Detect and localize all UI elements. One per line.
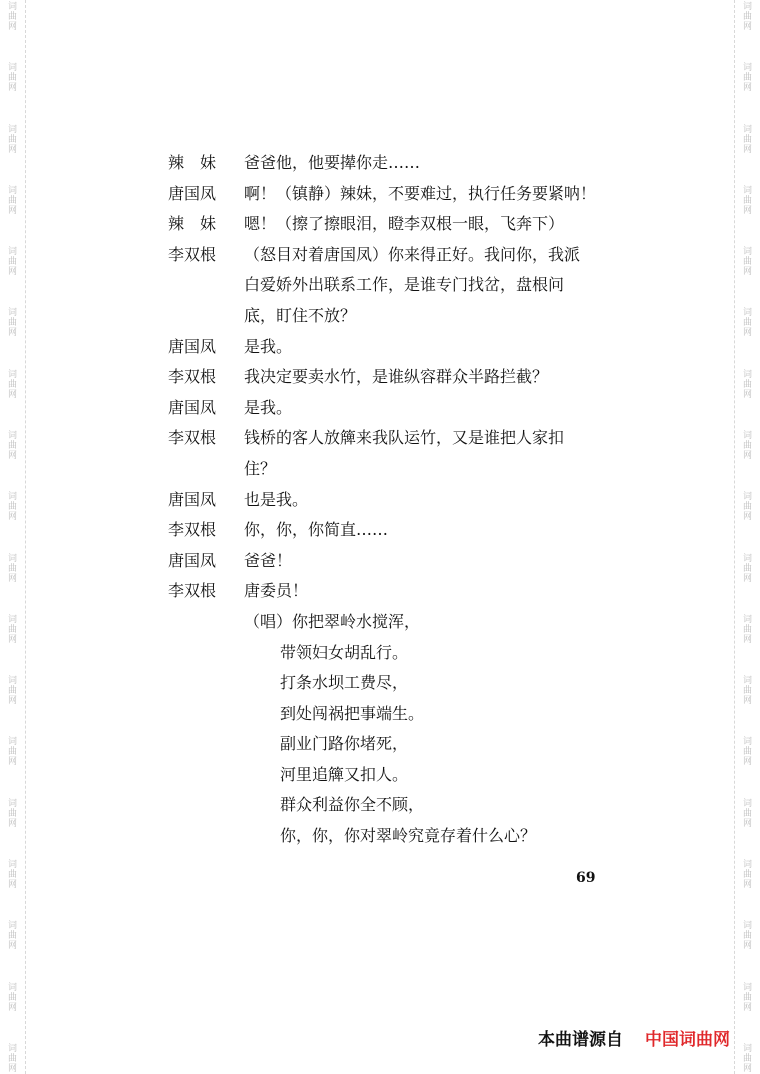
verse-line: 带领妇女胡乱行。 bbox=[280, 642, 409, 662]
watermark-char: 曲 bbox=[7, 624, 17, 635]
watermark-char: 词 bbox=[742, 798, 752, 809]
watermark-char: 曲 bbox=[742, 808, 752, 819]
sing-intro-text: （唱）你把翠岭水搅浑， bbox=[244, 611, 421, 631]
watermark-char: 网 bbox=[742, 941, 752, 952]
watermark-char: 词 bbox=[7, 430, 17, 441]
watermark-char: 网 bbox=[742, 634, 752, 645]
watermark-char: 曲 bbox=[742, 257, 752, 268]
watermark-char: 网 bbox=[742, 144, 752, 155]
watermark-char: 网 bbox=[7, 389, 17, 400]
footer-site-link[interactable]: 中国词曲网 bbox=[645, 1030, 730, 1050]
watermark-char: 曲 bbox=[742, 624, 752, 635]
verse-line: 副业门路你堵死， bbox=[280, 734, 409, 754]
watermark-char: 曲 bbox=[7, 134, 17, 145]
speech-text: 钱桥的客人放簰来我队运竹，又是谁把人家扣 bbox=[244, 428, 565, 448]
watermark-char: 词 bbox=[7, 676, 17, 687]
watermark-char: 词 bbox=[7, 859, 17, 870]
watermark-block bbox=[743, 370, 752, 400]
watermark-char: 词 bbox=[742, 614, 752, 625]
watermark-char: 词 bbox=[742, 308, 752, 319]
watermark-char: 词 bbox=[742, 676, 752, 687]
watermark-block bbox=[743, 983, 752, 1013]
dialogue-line bbox=[168, 148, 628, 179]
watermark-char: 网 bbox=[7, 941, 17, 952]
speaker-name: 李双根 bbox=[168, 428, 217, 448]
speech-text: 也是我。 bbox=[244, 489, 309, 509]
watermark-char: 词 bbox=[742, 369, 752, 380]
watermark-block bbox=[8, 125, 17, 155]
watermark-char: 网 bbox=[742, 450, 752, 461]
dialogue-line bbox=[168, 209, 628, 240]
speaker-name bbox=[168, 270, 244, 301]
verse-line: 河里追簰又扣人。 bbox=[280, 764, 409, 784]
watermark-block bbox=[8, 186, 17, 216]
watermark-char: 词 bbox=[742, 63, 752, 74]
watermark-block bbox=[8, 370, 17, 400]
watermark-char: 曲 bbox=[742, 869, 752, 880]
watermark-char: 词 bbox=[7, 982, 17, 993]
watermark-char: 网 bbox=[7, 267, 17, 278]
dialogue-line bbox=[168, 240, 628, 271]
watermark-char: 词 bbox=[742, 982, 752, 993]
watermark-block bbox=[743, 799, 752, 829]
watermark-block bbox=[743, 125, 752, 155]
watermark-char: 网 bbox=[7, 450, 17, 461]
watermark-char: 网 bbox=[7, 573, 17, 584]
watermark-char: 词 bbox=[7, 553, 17, 564]
watermark-char: 曲 bbox=[742, 12, 752, 22]
speech-text: （怒目对着唐国凤）你来得正好。我问你，我派 bbox=[244, 244, 581, 264]
speech-text: 是我。 bbox=[244, 336, 293, 356]
speaker-name: 李双根 bbox=[168, 520, 217, 540]
speech-text: 是我。 bbox=[244, 397, 293, 417]
verse-line: 群众利益你全不顾， bbox=[280, 795, 425, 815]
watermark-char: 网 bbox=[7, 879, 17, 890]
watermark-block bbox=[8, 2, 17, 32]
watermark-block bbox=[8, 799, 17, 829]
watermark-char: 网 bbox=[7, 205, 17, 216]
watermark-char: 曲 bbox=[742, 318, 752, 329]
speech-text: 唐委员！ bbox=[244, 581, 309, 601]
watermark-char: 曲 bbox=[7, 73, 17, 84]
watermark-char: 网 bbox=[742, 512, 752, 523]
footer-source-label: 本曲谱源自 bbox=[538, 1030, 623, 1050]
watermark-char: 词 bbox=[742, 430, 752, 441]
watermark-block bbox=[8, 63, 17, 93]
watermark-block bbox=[743, 737, 752, 767]
speaker-name: 唐国凤 bbox=[168, 183, 217, 203]
watermark-char: 曲 bbox=[742, 931, 752, 942]
verse-line: 打条水坝工费尽， bbox=[280, 673, 409, 693]
watermark-block bbox=[743, 676, 752, 706]
watermark-char: 词 bbox=[7, 369, 17, 380]
watermark-block bbox=[8, 554, 17, 584]
watermark-block bbox=[743, 63, 752, 93]
dialogue-line bbox=[168, 546, 628, 577]
watermark-block bbox=[743, 860, 752, 890]
watermark-char: 词 bbox=[7, 614, 17, 625]
watermark-char: 词 bbox=[742, 2, 752, 12]
speaker-name: 唐国凤 bbox=[168, 336, 217, 356]
watermark-block bbox=[8, 1044, 17, 1074]
watermark-char: 网 bbox=[7, 328, 17, 339]
watermark-char: 词 bbox=[7, 737, 17, 748]
watermark-char: 曲 bbox=[7, 686, 17, 697]
watermark-char: 网 bbox=[742, 573, 752, 584]
dialogue-line bbox=[168, 362, 628, 393]
dialogue-line bbox=[168, 485, 628, 516]
speaker-name: 辣 妹 bbox=[168, 214, 217, 234]
speech-text: 白爱娇外出联系工作，是谁专门找岔，盘根问 bbox=[244, 275, 565, 295]
watermark-char: 曲 bbox=[7, 195, 17, 206]
watermark-block bbox=[8, 860, 17, 890]
watermark-char: 曲 bbox=[7, 257, 17, 268]
watermark-char: 曲 bbox=[742, 502, 752, 513]
speech-text: 我决定要卖水竹，是谁纵容群众半路拦截？ bbox=[244, 367, 549, 387]
watermark-char: 网 bbox=[7, 22, 17, 32]
watermark-block bbox=[743, 615, 752, 645]
watermark-char: 曲 bbox=[742, 747, 752, 758]
dialogue-line bbox=[168, 179, 628, 210]
watermark-char: 词 bbox=[7, 124, 17, 135]
watermark-char: 网 bbox=[742, 818, 752, 829]
dialogue-line bbox=[168, 332, 628, 363]
watermark-char: 网 bbox=[742, 757, 752, 768]
watermark-char: 网 bbox=[742, 83, 752, 94]
watermark-char: 曲 bbox=[742, 563, 752, 574]
watermark-char: 词 bbox=[7, 185, 17, 196]
watermark-block bbox=[743, 431, 752, 461]
watermark-char: 曲 bbox=[7, 318, 17, 329]
watermark-char: 曲 bbox=[7, 992, 17, 1003]
watermark-block bbox=[743, 247, 752, 277]
speaker-name bbox=[168, 301, 244, 332]
watermark-block bbox=[8, 983, 17, 1013]
watermark-char: 网 bbox=[742, 22, 752, 32]
watermark-char: 词 bbox=[7, 308, 17, 319]
watermark-char: 曲 bbox=[7, 502, 17, 513]
dialogue-line bbox=[168, 393, 628, 424]
footer bbox=[538, 1025, 730, 1050]
watermark-char: 词 bbox=[7, 2, 17, 12]
watermark-char: 曲 bbox=[742, 379, 752, 390]
watermark-char: 曲 bbox=[742, 686, 752, 697]
watermark-block bbox=[743, 492, 752, 522]
speech-text: 住？ bbox=[244, 458, 277, 478]
watermark-char: 词 bbox=[742, 247, 752, 258]
watermark-char: 曲 bbox=[7, 1053, 17, 1064]
verse-line: 你，你，你对翠岭究竟存着什么心？ bbox=[280, 826, 537, 846]
dialogue-line bbox=[168, 270, 628, 301]
watermark-char: 网 bbox=[7, 818, 17, 829]
watermark-char: 词 bbox=[742, 124, 752, 135]
watermark-char: 曲 bbox=[7, 931, 17, 942]
watermark-char: 曲 bbox=[742, 73, 752, 84]
watermark-char: 网 bbox=[742, 389, 752, 400]
watermark-block bbox=[743, 186, 752, 216]
watermark-char: 词 bbox=[742, 492, 752, 503]
watermark-char: 词 bbox=[7, 247, 17, 258]
watermark-char: 词 bbox=[742, 921, 752, 932]
speaker-name: 唐国凤 bbox=[168, 550, 217, 570]
watermark-block bbox=[8, 737, 17, 767]
dialogue-line bbox=[168, 301, 628, 332]
speech-text: 爸爸！ bbox=[244, 550, 293, 570]
speech-text: 嗯！（擦了擦眼泪，瞪李双根一眼，飞奔下） bbox=[244, 214, 565, 234]
watermark-char: 网 bbox=[7, 634, 17, 645]
watermark-char: 网 bbox=[742, 1063, 752, 1074]
dialogue-line bbox=[168, 423, 628, 454]
verse-line: 到处闯祸把事端生。 bbox=[280, 703, 425, 723]
watermark-char: 网 bbox=[742, 328, 752, 339]
watermark-block bbox=[8, 492, 17, 522]
watermark-char: 网 bbox=[7, 144, 17, 155]
speaker-name: 李双根 bbox=[168, 244, 217, 264]
watermark-char: 网 bbox=[7, 1063, 17, 1074]
watermark-char: 网 bbox=[742, 267, 752, 278]
watermark-block bbox=[8, 615, 17, 645]
watermark-char: 网 bbox=[7, 83, 17, 94]
watermark-block bbox=[8, 431, 17, 461]
watermark-char: 网 bbox=[742, 696, 752, 707]
watermark-char: 词 bbox=[7, 921, 17, 932]
dialogue-line bbox=[168, 515, 628, 546]
verse-lines bbox=[168, 638, 628, 852]
watermark-block bbox=[743, 1044, 752, 1074]
left-watermark-column bbox=[0, 0, 26, 1074]
watermark-char: 网 bbox=[7, 512, 17, 523]
speaker-name: 李双根 bbox=[168, 581, 217, 601]
watermark-block bbox=[8, 308, 17, 338]
watermark-block bbox=[743, 921, 752, 951]
watermark-char: 曲 bbox=[742, 134, 752, 145]
watermark-char: 网 bbox=[7, 1002, 17, 1013]
speech-text: 底，盯住不放？ bbox=[244, 305, 357, 325]
speaker-name: 李双根 bbox=[168, 367, 217, 387]
dialogue-line bbox=[168, 454, 628, 485]
speaker-name bbox=[168, 454, 244, 485]
watermark-char: 词 bbox=[742, 553, 752, 564]
watermark-block bbox=[743, 308, 752, 338]
watermark-char: 网 bbox=[742, 205, 752, 216]
watermark-char: 网 bbox=[742, 1002, 752, 1013]
watermark-char: 曲 bbox=[7, 12, 17, 22]
watermark-char: 词 bbox=[7, 63, 17, 74]
watermark-char: 词 bbox=[7, 492, 17, 503]
watermark-block bbox=[8, 247, 17, 277]
dialogue-line bbox=[168, 576, 628, 607]
speech-text: 你，你，你简直…… bbox=[244, 520, 389, 540]
watermark-block bbox=[743, 2, 752, 32]
watermark-char: 曲 bbox=[7, 379, 17, 390]
right-watermark-column bbox=[734, 0, 760, 1074]
watermark-char: 曲 bbox=[7, 440, 17, 451]
watermark-char: 词 bbox=[742, 185, 752, 196]
watermark-char: 曲 bbox=[7, 869, 17, 880]
watermark-block bbox=[8, 676, 17, 706]
sing-intro bbox=[168, 607, 628, 638]
watermark-char: 网 bbox=[7, 757, 17, 768]
watermark-char: 词 bbox=[7, 1043, 17, 1054]
speaker-name: 辣 妹 bbox=[168, 153, 217, 172]
watermark-char: 词 bbox=[742, 1043, 752, 1054]
speaker-name: 唐国凤 bbox=[168, 397, 217, 417]
watermark-block bbox=[743, 554, 752, 584]
watermark-char: 曲 bbox=[7, 808, 17, 819]
watermark-char: 曲 bbox=[7, 563, 17, 574]
watermark-char: 曲 bbox=[742, 440, 752, 451]
watermark-char: 曲 bbox=[7, 747, 17, 758]
speaker-name: 唐国凤 bbox=[168, 489, 217, 509]
watermark-char: 词 bbox=[742, 737, 752, 748]
speech-text: 爸爸他，他要撵你走…… bbox=[244, 153, 421, 172]
watermark-char: 网 bbox=[742, 879, 752, 890]
watermark-char: 曲 bbox=[742, 1053, 752, 1064]
watermark-block bbox=[8, 921, 17, 951]
watermark-char: 词 bbox=[7, 798, 17, 809]
script-body bbox=[168, 148, 628, 852]
speech-text: 啊！（镇静）辣妹，不要难过，执行任务要紧呐！ bbox=[244, 183, 597, 203]
dialogue-lines bbox=[168, 148, 628, 607]
watermark-char: 曲 bbox=[742, 992, 752, 1003]
watermark-char: 词 bbox=[742, 859, 752, 870]
watermark-char: 曲 bbox=[742, 195, 752, 206]
page-number: 69 bbox=[576, 870, 596, 886]
watermark-char: 网 bbox=[7, 696, 17, 707]
